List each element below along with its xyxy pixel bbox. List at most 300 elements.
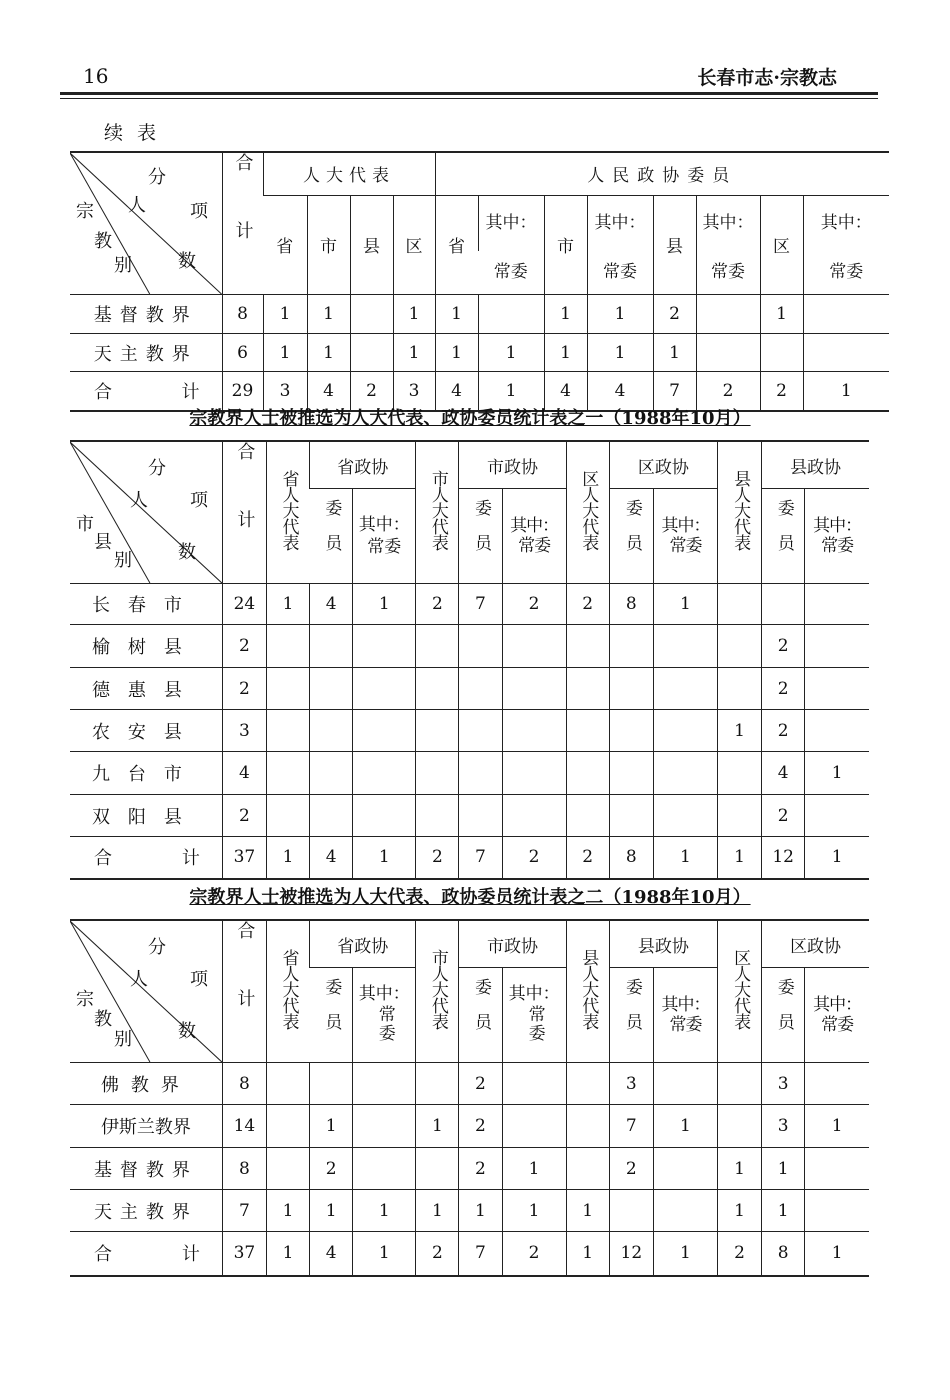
table-cell: 1 xyxy=(718,1190,762,1232)
table-cell: 2 xyxy=(696,372,760,411)
table-cell xyxy=(762,968,805,1063)
table-cell: 2 xyxy=(459,1063,502,1105)
table-cell xyxy=(653,668,717,710)
table-cell: 县政协 xyxy=(609,920,717,968)
table-cell: 1 xyxy=(393,334,435,372)
table-cell: 1 xyxy=(718,1148,762,1190)
table-cell: 1 xyxy=(805,1232,869,1276)
cell-text: 县人大代表 xyxy=(578,949,599,1029)
table-cell: 2 xyxy=(760,372,803,411)
table-cell: 1 xyxy=(263,334,307,372)
table-cell xyxy=(566,795,609,837)
cell-text: 市人大代表 xyxy=(427,470,448,550)
table-cell xyxy=(566,668,609,710)
table-cell: 4 xyxy=(587,372,653,411)
page-number: 16 xyxy=(83,64,109,88)
table-cell: 县 xyxy=(350,195,393,295)
table-cell xyxy=(266,1148,309,1190)
table-cell xyxy=(805,584,869,625)
table-cell xyxy=(70,837,222,879)
table-cell: 1 xyxy=(762,1190,805,1232)
cell-text: 项 xyxy=(190,490,208,511)
table-cell xyxy=(718,1063,762,1105)
table-cell: 4 xyxy=(222,752,266,795)
table-cell xyxy=(502,968,566,1063)
cell-text: 合 xyxy=(94,381,112,403)
table-cell xyxy=(266,710,309,752)
cell-text: 委员 xyxy=(621,498,642,569)
table-cell xyxy=(653,1063,717,1105)
table-cell: 2 xyxy=(416,1232,459,1276)
table-cell: 1 xyxy=(653,837,717,879)
table-cell: 4 xyxy=(310,1232,353,1276)
table-cell xyxy=(459,752,502,795)
table-cell: 12 xyxy=(762,837,805,879)
table-cell xyxy=(459,795,502,837)
table-cell: 市 xyxy=(307,195,350,295)
table-cell xyxy=(353,668,416,710)
table-cell: 37 xyxy=(222,1232,266,1276)
running-title: 长春市志·宗教志 xyxy=(697,67,837,89)
cell-text: 区人大代表 xyxy=(578,470,599,550)
table-cell xyxy=(803,295,889,334)
table-cell: 伊斯兰教界 xyxy=(70,1105,222,1148)
table-cell xyxy=(566,752,609,795)
cell-text: 人 xyxy=(130,490,148,511)
cell-text: 其中：常委 xyxy=(661,515,710,556)
table-cell: 市政协 xyxy=(459,920,566,968)
table-cell xyxy=(310,489,353,584)
table-cell: 1 xyxy=(544,334,587,372)
table-cell: 其中： xyxy=(803,195,889,251)
table-cell xyxy=(653,795,717,837)
table-cell: 1 xyxy=(310,1190,353,1232)
table-cell: 3 xyxy=(222,710,266,752)
header-rule-thin xyxy=(60,98,878,99)
table-cell: 1 xyxy=(805,837,869,879)
table-cell: 1 xyxy=(803,372,889,411)
table-cell: 24 xyxy=(222,584,266,625)
cell-text: 县人大代表 xyxy=(730,470,751,550)
table-cell: 常委 xyxy=(803,251,889,295)
table-cell: 1 xyxy=(353,584,416,625)
table-cell xyxy=(416,668,459,710)
table-cell: 1 xyxy=(266,837,309,879)
cell-text: 别 xyxy=(114,255,132,276)
table-cell xyxy=(459,710,502,752)
table-cell xyxy=(416,1063,459,1105)
table-cell: 1 xyxy=(805,1105,869,1148)
table-cell: 8 xyxy=(609,837,653,879)
cell-text: 合计 xyxy=(232,153,254,289)
cell-text: 数 xyxy=(178,1021,196,1042)
table-cell xyxy=(353,752,416,795)
table-cell: 1 xyxy=(718,710,762,752)
table-cell: 市 xyxy=(544,195,587,295)
table-continued xyxy=(70,151,889,412)
table-cell: 1 xyxy=(478,334,544,372)
corner-header xyxy=(70,441,222,584)
table-cell: 7 xyxy=(653,372,696,411)
table-cell xyxy=(416,795,459,837)
table-cell: 2 xyxy=(762,710,805,752)
table-cell: 1 xyxy=(653,1105,717,1148)
table-cell xyxy=(266,752,309,795)
table-cell: 2 xyxy=(416,837,459,879)
table-cell: 1 xyxy=(307,295,350,334)
table-cell xyxy=(416,752,459,795)
table-cell: 14 xyxy=(222,1105,266,1148)
cell-text: 委员 xyxy=(621,977,642,1048)
table-cell: 长春市 xyxy=(70,584,222,625)
table-cell xyxy=(609,968,653,1063)
table-cell: 2 xyxy=(762,668,805,710)
table-cell xyxy=(653,489,717,584)
table-cell xyxy=(502,795,566,837)
table-cell: 1 xyxy=(435,334,478,372)
table-cell: 其中： xyxy=(478,195,544,251)
table-row xyxy=(70,1063,869,1105)
table-cell xyxy=(566,1148,609,1190)
table-row xyxy=(70,710,869,752)
table-cell: 1 xyxy=(353,837,416,879)
cell-text: 常委 xyxy=(374,1004,395,1043)
table-cell: 常委 xyxy=(696,251,760,295)
table-cell: 2 xyxy=(762,795,805,837)
table-cell xyxy=(502,489,566,584)
table-cell xyxy=(502,1063,566,1105)
table-row xyxy=(70,795,869,837)
cell-text: 省人大代表 xyxy=(278,949,299,1029)
cell-text: 委员 xyxy=(470,977,491,1048)
table-cell: 县 xyxy=(653,195,696,295)
table-cell xyxy=(70,1232,222,1276)
table-cell xyxy=(478,295,544,334)
table-cell: 常委 xyxy=(587,251,653,295)
cell-text: 合计 xyxy=(234,442,256,578)
table-cell: 1 xyxy=(566,1232,609,1276)
table-cell xyxy=(566,710,609,752)
npc-group-header: 人大代表 xyxy=(263,152,435,195)
table-cell: 7 xyxy=(459,1232,502,1276)
table-cell xyxy=(805,1190,869,1232)
table-cell: 1 xyxy=(307,334,350,372)
table-cell xyxy=(805,668,869,710)
table-cell: 1 xyxy=(416,1105,459,1148)
table-cell: 4 xyxy=(544,372,587,411)
table-cell: 县政协 xyxy=(762,441,869,489)
table-cell xyxy=(718,625,762,668)
table-cell: 市政协 xyxy=(459,441,566,489)
table-cell xyxy=(653,1148,717,1190)
table-cell: 榆树县 xyxy=(70,625,222,668)
table-cell: 2 xyxy=(502,837,566,879)
cell-text: 委员 xyxy=(321,498,342,569)
table-cell xyxy=(310,968,353,1063)
table-cell: 天主教界 xyxy=(70,334,222,372)
cell-text: 合 xyxy=(94,1244,112,1266)
table-cell xyxy=(502,625,566,668)
cell-text: 分 xyxy=(148,458,166,479)
cell-text: 合计 xyxy=(234,921,256,1057)
table-row xyxy=(70,668,869,710)
cell-text: 分 xyxy=(148,167,166,188)
table-cell xyxy=(718,795,762,837)
table-cell: 1 xyxy=(478,372,544,411)
table-cell: 双阳县 xyxy=(70,795,222,837)
table-cell: 4 xyxy=(762,752,805,795)
table-cell: 7 xyxy=(609,1105,653,1148)
table-cell: 其中： xyxy=(587,195,653,251)
table-cell xyxy=(502,1105,566,1148)
cell-text: 县 xyxy=(94,532,112,553)
table-cell: 1 xyxy=(762,1148,805,1190)
table-cell xyxy=(502,710,566,752)
cell-text: 其中： xyxy=(358,983,410,1004)
cell-text: 人 xyxy=(130,969,148,990)
table-cell: 8 xyxy=(762,1232,805,1276)
table-cell xyxy=(805,710,869,752)
table-cell: 2 xyxy=(222,625,266,668)
table-row xyxy=(70,625,869,668)
table-cell xyxy=(566,441,609,584)
continued-label: 续表 xyxy=(104,122,171,144)
table-cell xyxy=(353,968,416,1063)
table3-caption: 宗教界人士被推选为人大代表、政协委员统计表之二（1988年10月） xyxy=(189,887,751,908)
cppcc-group-header: 人民政协委员 xyxy=(435,152,889,195)
table-cell: 天主教界 xyxy=(70,1190,222,1232)
header-rule xyxy=(60,92,878,95)
table-cell: 2 xyxy=(502,1232,566,1276)
total-row xyxy=(70,837,869,879)
table-cell xyxy=(310,710,353,752)
table-cell: 3 xyxy=(762,1063,805,1105)
table-cell: 1 xyxy=(263,295,307,334)
table-cell: 2 xyxy=(762,625,805,668)
table-cell xyxy=(609,668,653,710)
table-cell: 2 xyxy=(566,837,609,879)
table-cell xyxy=(609,752,653,795)
table-cell xyxy=(696,334,760,372)
table-cell xyxy=(459,668,502,710)
corner-header xyxy=(70,920,222,1063)
cell-text: 常委 xyxy=(524,1004,545,1043)
table-cell: 1 xyxy=(653,334,696,372)
table-cell: 1 xyxy=(416,1190,459,1232)
table-cell: 其中： xyxy=(696,195,760,251)
table-cell: 区政协 xyxy=(762,920,869,968)
table-cell: 1 xyxy=(718,837,762,879)
table-cell xyxy=(459,489,502,584)
table-cell: 2 xyxy=(566,584,609,625)
table-cell xyxy=(310,752,353,795)
table-cell: 1 xyxy=(266,584,309,625)
cell-text: 计 xyxy=(181,848,200,870)
table-cell: 2 xyxy=(609,1148,653,1190)
cell-text: 委员 xyxy=(470,498,491,569)
cell-text: 教 xyxy=(94,231,112,252)
table-cell xyxy=(653,1190,717,1232)
table-cell xyxy=(718,920,762,1063)
table-row xyxy=(70,752,869,795)
table-cell: 2 xyxy=(310,1148,353,1190)
table-row xyxy=(70,1190,869,1232)
table-cell xyxy=(718,441,762,584)
table-cell xyxy=(416,920,459,1063)
cell-text: 其中： xyxy=(358,514,410,535)
table-cell xyxy=(416,710,459,752)
table-cell xyxy=(653,752,717,795)
table-cell xyxy=(266,668,309,710)
cell-text: 计 xyxy=(181,1244,200,1266)
table-row xyxy=(70,1105,869,1148)
table-cell: 1 xyxy=(459,1190,502,1232)
table-cell xyxy=(459,625,502,668)
table-cell: 基督教界 xyxy=(70,1148,222,1190)
table-cell xyxy=(266,920,309,1063)
table-cell xyxy=(609,795,653,837)
table-cell: 2 xyxy=(416,584,459,625)
table-cell xyxy=(718,584,762,625)
table-cell: 1 xyxy=(760,295,803,334)
table-cell xyxy=(266,1063,309,1105)
table-cell: 3 xyxy=(762,1105,805,1148)
table-cell: 37 xyxy=(222,837,266,879)
table-cell xyxy=(353,489,416,584)
table-cell xyxy=(566,1063,609,1105)
table-cell xyxy=(718,752,762,795)
table-cell: 九台市 xyxy=(70,752,222,795)
table-cell xyxy=(805,968,869,1063)
table-cell xyxy=(416,441,459,584)
table-cell xyxy=(653,710,717,752)
table-cell: 区 xyxy=(760,195,803,295)
cell-text: 别 xyxy=(114,1029,132,1050)
table-cell xyxy=(459,968,502,1063)
table-cell xyxy=(566,1105,609,1148)
table-cell: 3 xyxy=(263,372,307,411)
cell-text: 其中：常委 xyxy=(510,515,559,556)
table-cell: 2 xyxy=(718,1232,762,1276)
table-cell: 7 xyxy=(222,1190,266,1232)
table-row xyxy=(70,584,869,625)
table-cell xyxy=(566,625,609,668)
table-cell: 1 xyxy=(310,1105,353,1148)
cell-text: 宗 xyxy=(76,201,94,222)
total-row xyxy=(70,1232,869,1276)
table-cell xyxy=(805,489,869,584)
cell-text: 其中：常委 xyxy=(661,994,710,1036)
table-cell: 7 xyxy=(459,584,502,625)
table-cell xyxy=(653,625,717,668)
table-cell xyxy=(222,441,266,584)
table-cell xyxy=(353,710,416,752)
table-cell xyxy=(762,489,805,584)
cell-text: 分 xyxy=(148,937,166,958)
table-cell xyxy=(805,1148,869,1190)
table-cell xyxy=(718,1105,762,1148)
cell-text: 市人大代表 xyxy=(427,949,448,1029)
table-cell xyxy=(310,625,353,668)
table-cell xyxy=(805,1063,869,1105)
table-cell: 7 xyxy=(459,837,502,879)
table-cell xyxy=(353,625,416,668)
table-cell: 2 xyxy=(502,584,566,625)
cell-text: 委员 xyxy=(773,498,794,569)
cell-text: 宗 xyxy=(76,989,94,1010)
cell-text: 委员 xyxy=(773,977,794,1048)
table-cell xyxy=(353,1105,416,1148)
table-cell xyxy=(266,441,309,584)
table-cell xyxy=(310,795,353,837)
table-row xyxy=(70,1148,869,1190)
cell-text: 别 xyxy=(114,550,132,571)
cell-text: 区人大代表 xyxy=(730,949,751,1029)
cell-text: 人 xyxy=(128,195,146,216)
table-cell xyxy=(609,710,653,752)
table-cell xyxy=(350,334,393,372)
table-cell: 1 xyxy=(566,1190,609,1232)
table-cell: 8 xyxy=(222,1063,266,1105)
table-cell: 2 xyxy=(350,372,393,411)
table-cell xyxy=(350,295,393,334)
table-cell: 1 xyxy=(353,1232,416,1276)
table-cell xyxy=(760,334,803,372)
table-cell: 12 xyxy=(609,1232,653,1276)
table-cell xyxy=(310,668,353,710)
table-cell xyxy=(266,1105,309,1148)
table-cell xyxy=(416,1148,459,1190)
table-cell: 区 xyxy=(393,195,435,295)
table-by-religion xyxy=(70,919,869,1277)
cell-text: 常委 xyxy=(367,537,402,557)
table-cell: 3 xyxy=(609,1063,653,1105)
cell-text: 委员 xyxy=(321,977,342,1048)
cell-text: 教 xyxy=(94,1009,112,1030)
table-cell: 1 xyxy=(266,1232,309,1276)
table-cell: 佛教界 xyxy=(70,1063,222,1105)
table-by-city-county xyxy=(70,440,869,880)
table-cell: 1 xyxy=(502,1148,566,1190)
table-cell: 3 xyxy=(393,372,435,411)
table-cell xyxy=(502,668,566,710)
table-cell xyxy=(266,625,309,668)
table-cell xyxy=(653,968,717,1063)
table-cell: 1 xyxy=(544,295,587,334)
table-cell: 省政协 xyxy=(310,441,416,489)
table-cell xyxy=(266,795,309,837)
table-cell xyxy=(803,334,889,372)
table-cell: 4 xyxy=(307,372,350,411)
table-cell xyxy=(696,295,760,334)
cell-text: 数 xyxy=(178,251,196,272)
table-cell: 农安县 xyxy=(70,710,222,752)
table-cell: 2 xyxy=(459,1105,502,1148)
table-cell: 1 xyxy=(502,1190,566,1232)
table-row xyxy=(70,295,889,334)
table-cell xyxy=(805,795,869,837)
table-cell: 4 xyxy=(310,837,353,879)
cell-text: 其中：常委 xyxy=(813,994,862,1036)
corner-header xyxy=(70,152,222,295)
table-cell: 德惠县 xyxy=(70,668,222,710)
table-row xyxy=(70,334,889,372)
table-cell xyxy=(718,668,762,710)
table-cell: 省政协 xyxy=(310,920,416,968)
cell-text: 市 xyxy=(76,514,94,535)
table-cell: 4 xyxy=(435,372,478,411)
table-cell xyxy=(609,625,653,668)
